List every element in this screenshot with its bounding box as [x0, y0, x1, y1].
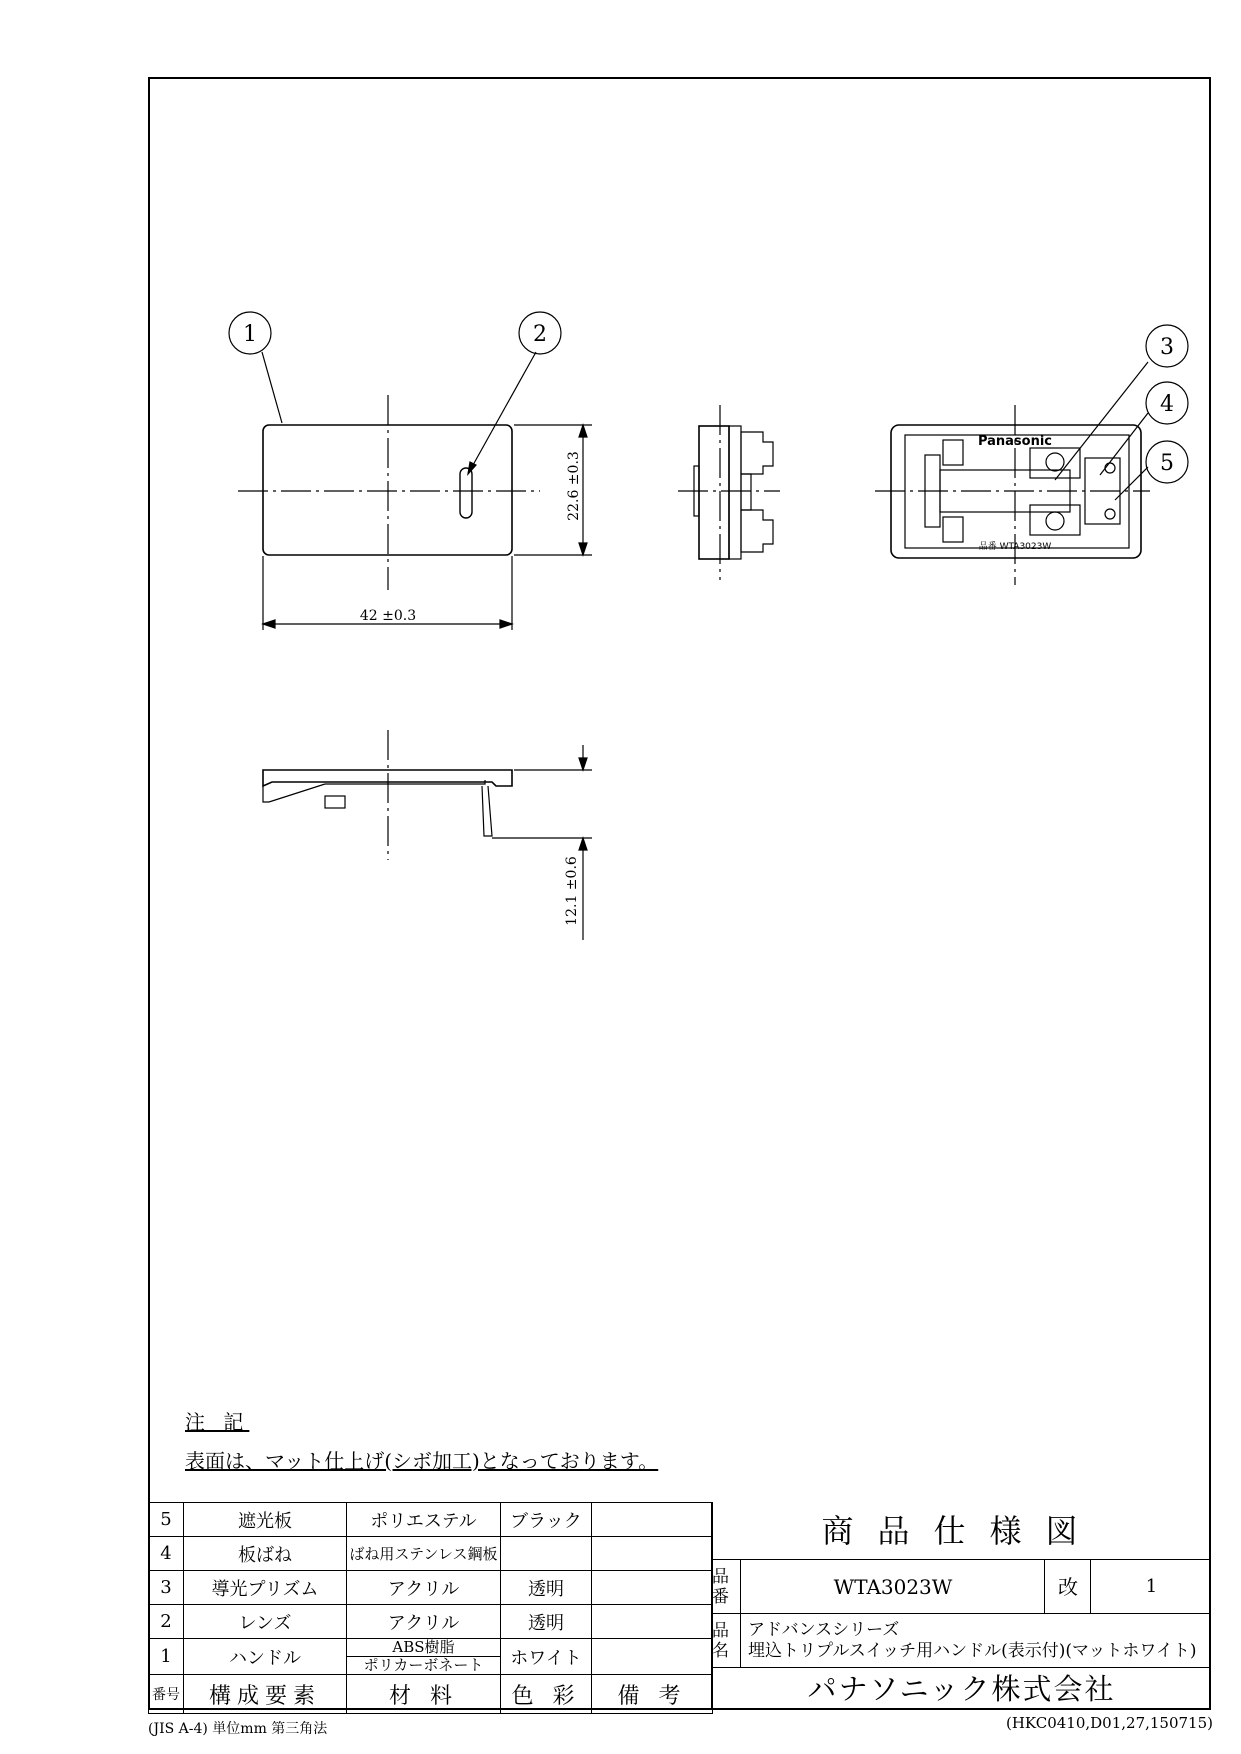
company-name: パナソニック株式会社: [807, 1672, 1116, 1706]
revision-value: 1: [1145, 1576, 1158, 1597]
brand-marking: Panasonic: [977, 434, 1053, 449]
table-row: 5 遮光板 ポリエステル ブラック: [149, 1503, 713, 1537]
title-block: [711, 1502, 1211, 1710]
product-number-label: 品番: [712, 1560, 741, 1613]
width-dimension: 42 ±0.3: [359, 608, 417, 624]
notes-text: 表面は、マット仕上げ(シボ加工)となっております。: [185, 1449, 659, 1473]
notes-title: 注 記: [185, 1410, 250, 1434]
front-view: [229, 312, 592, 630]
bottom-view: [263, 730, 592, 940]
footer-standard: (JIS A-4) 単位mm 第三角法: [148, 1721, 328, 1737]
table-header: 番号 構成要素 材 料 色 彩 備 考: [149, 1675, 713, 1714]
depth-dimension: 12.1 ±0.6: [564, 856, 580, 926]
table-row: 4 板ばね ばね用ステンレス鋼板: [149, 1537, 713, 1571]
part-marking: 品番 WTA3023W: [978, 542, 1052, 552]
product-name: アドバンスシリーズ 埋込トリプルスイッチ用ハンドル(表示付)(マットホワイト): [748, 1620, 1197, 1661]
revision-label: 改: [1046, 1560, 1091, 1613]
lens-window: [460, 468, 472, 518]
balloon-1: 1: [243, 322, 257, 347]
back-view: [875, 325, 1188, 585]
product-name-row: [712, 1614, 1211, 1668]
footer-code: (HKC0410,D01,27,150715): [1005, 1714, 1213, 1732]
balloon-5: 5: [1160, 451, 1174, 476]
balloon-2: 2: [533, 322, 547, 347]
table-row: 2 レンズ アクリル 透明: [149, 1605, 713, 1639]
drawing-title: 商品仕様図: [712, 1502, 1211, 1560]
height-dimension: 22.6 ±0.3: [566, 451, 582, 521]
product-number: WTA3023W: [742, 1560, 1045, 1613]
table-row: 1 ハンドル ABS樹脂 ポリカーボネート ホワイト: [149, 1639, 713, 1675]
parts-table: [148, 1502, 713, 1714]
side-view: [678, 405, 780, 580]
product-name-label: 品名: [712, 1614, 741, 1667]
balloon-4: 4: [1160, 392, 1174, 417]
product-number-row: [712, 1560, 1211, 1614]
balloon-3: 3: [1160, 335, 1174, 360]
table-row: 3 導光プリズム アクリル 透明: [149, 1571, 713, 1605]
